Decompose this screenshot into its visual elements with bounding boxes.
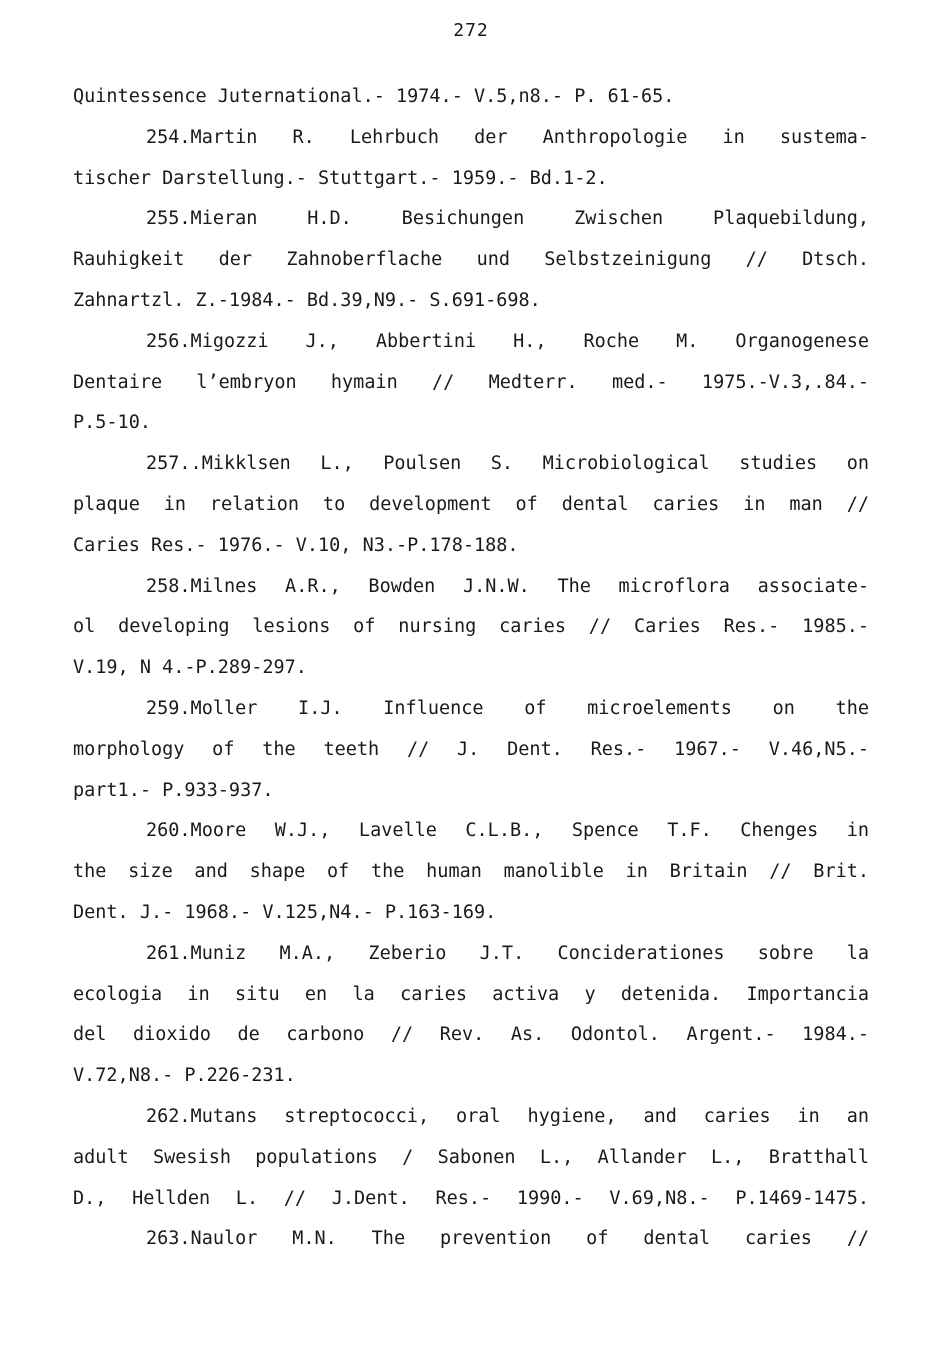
reference-line: Rauhigkeit der Zahnoberflache und Selbstzeinigung // Dtsch. xyxy=(73,249,869,271)
reference-entry-start: 263.Naulor M.N. The prevention of dental caries // xyxy=(146,1228,869,1250)
reference-line: ecologia in situ en la caries activa y detenida. Importancia xyxy=(73,983,869,1005)
reference-line: Dentaire l’embryon hymain // Medterr. med.- 1975.-V.3,.84.- xyxy=(73,371,869,393)
reference-entry-start: 258.Milnes A.R., Bowden J.N.W. The microflora associate- xyxy=(146,575,869,597)
reference-entry-start: 256.Migozzi J., Abbertini H., Roche M. Organogenese xyxy=(146,330,869,352)
reference-line: P.5-10. xyxy=(73,412,151,434)
reference-entry-start: 259.Moller I.J. Influence of microelements on the xyxy=(146,697,869,719)
reference-line: V.19, N 4.-P.289-297. xyxy=(73,657,307,679)
reference-line: morphology of the teeth // J. Dent. Res.- 1967.- V.46,N5.- xyxy=(73,738,869,760)
reference-list xyxy=(73,77,869,1260)
reference-line: del dioxido de carbono // Rev. As. Odontol. Argent.- 1984.- xyxy=(73,1024,869,1046)
page-number: 272 xyxy=(453,20,489,41)
reference-entry-start: 257..Mikklsen L., Poulsen S. Microbiological studies on xyxy=(146,453,869,475)
reference-line: tischer Darstellung.- Stuttgart.- 1959.- Bd.1-2. xyxy=(73,167,608,189)
reference-line: the size and shape of the human manolible in Britain // Brit. xyxy=(73,861,869,883)
reference-line: V.72,N8.- P.226-231. xyxy=(73,1065,296,1087)
reference-line: D., Hellden L. // J.Dent. Res.- 1990.- V.69,N8.- P.1469-1475. xyxy=(73,1187,869,1209)
reference-line: part1.- P.933-937. xyxy=(73,779,274,801)
reference-line: Caries Res.- 1976.- V.10, N3.-P.178-188. xyxy=(73,534,519,556)
reference-line: adult Swesish populations / Sabonen L., Allander L., Bratthall xyxy=(73,1146,869,1168)
reference-entry-start: 255.Mieran H.D. Besichungen Zwischen Plaquebildung, xyxy=(146,208,869,230)
reference-entry-start: 261.Muniz M.A., Zeberio J.T. Conciderationes sobre la xyxy=(146,942,869,964)
reference-line: Quintessence Juternational.- 1974.- V.5,n8.- P. 61-65. xyxy=(73,86,675,107)
reference-line: Zahnartzl. Z.-1984.- Bd.39,N9.- S.691-698. xyxy=(73,289,541,311)
reference-entry-start: 260.Moore W.J., Lavelle C.L.B., Spence T.F. Chenges in xyxy=(146,820,869,842)
reference-entry-start: 254.Martin R. Lehrbuch der Anthropologie in sustema- xyxy=(146,126,869,148)
reference-line: Dent. J.- 1968.- V.125,N4.- P.163-169. xyxy=(73,901,497,923)
reference-line: plaque in relation to development of dental caries in man // xyxy=(73,493,869,515)
reference-entry-start: 262.Mutans streptococci, oral hygiene, and caries in an xyxy=(146,1105,869,1127)
reference-line: ol developing lesions of nursing caries // Caries Res.- 1985.- xyxy=(73,616,869,638)
